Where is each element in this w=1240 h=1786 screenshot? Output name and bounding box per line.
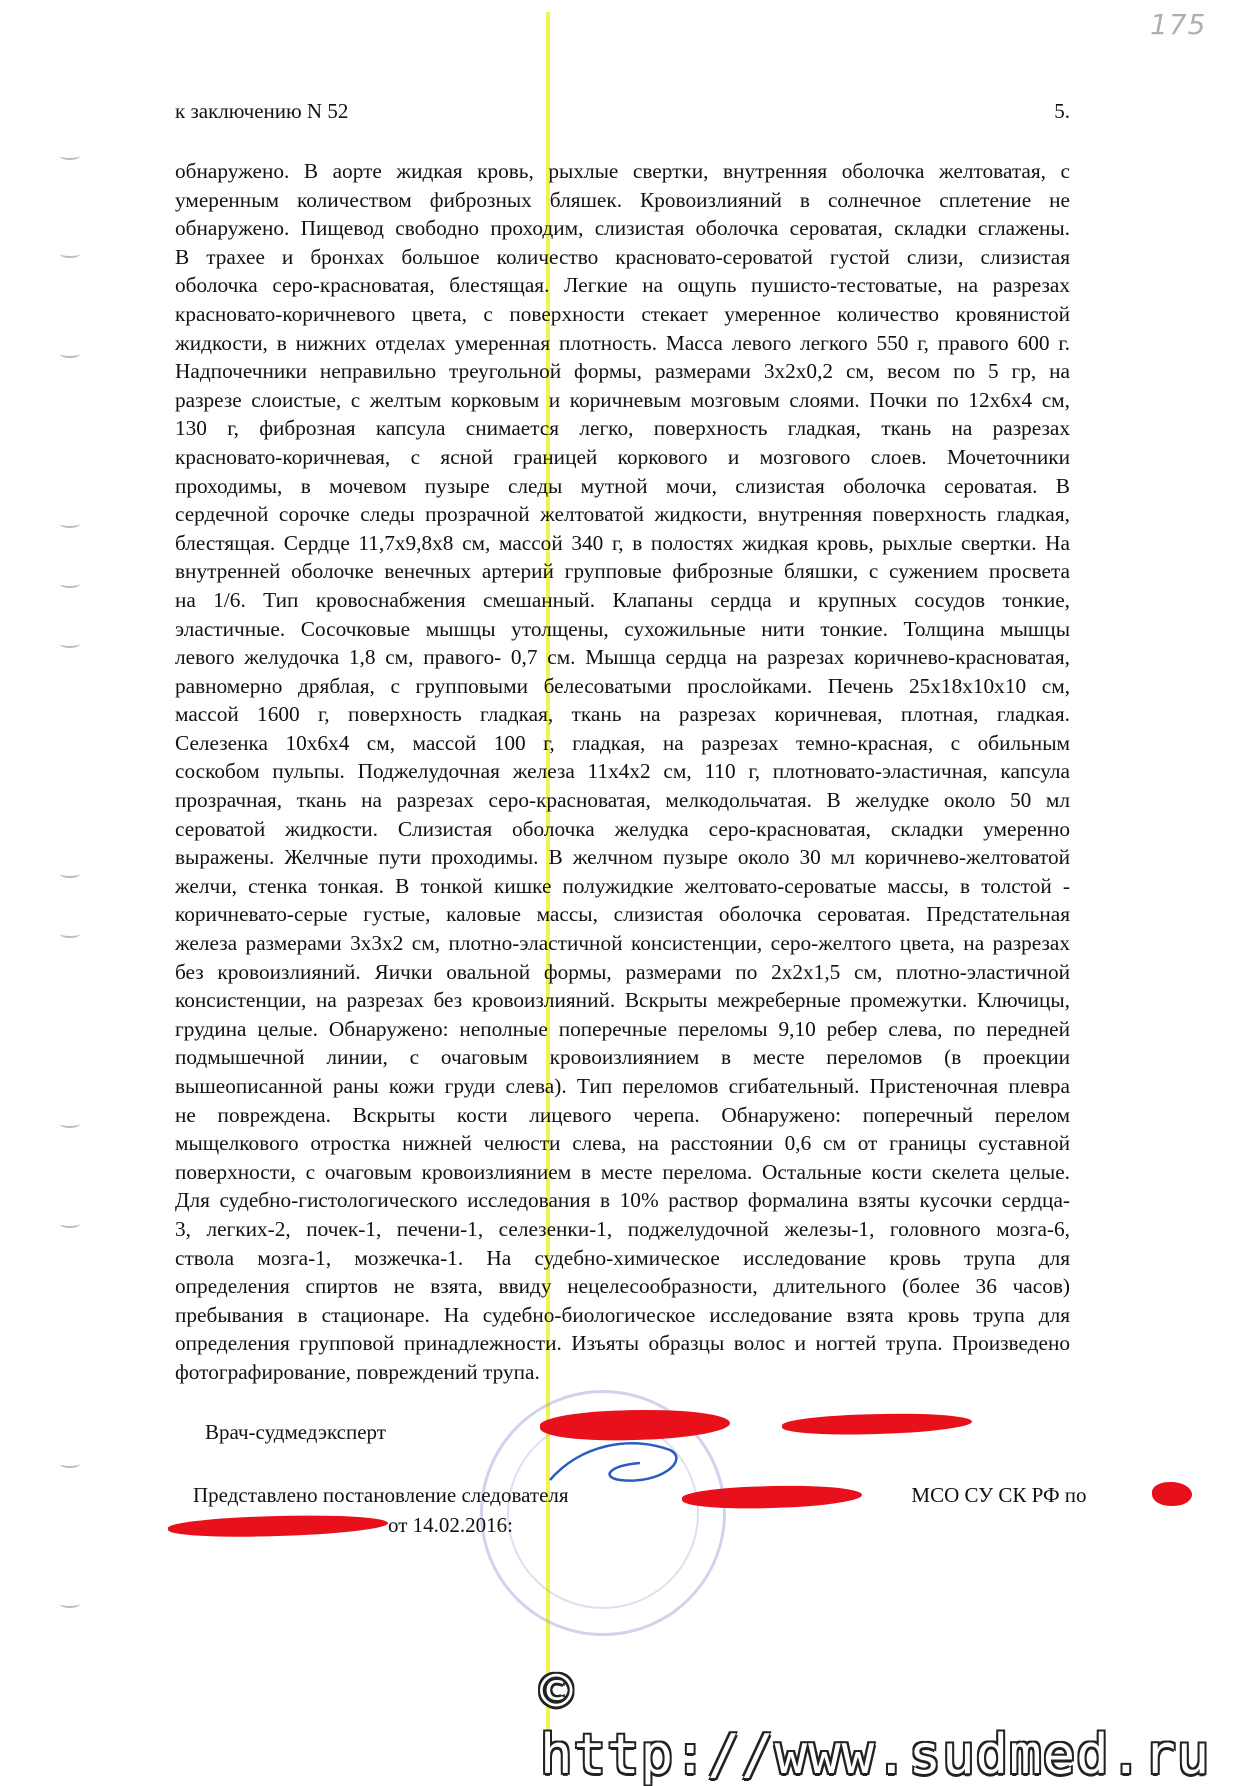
- margin-tick: [60, 152, 80, 160]
- body-line: вышеописанной раны кожи груди слева). Тип переломов сгибательный. Пристеночная плевра: [175, 1074, 1070, 1098]
- signature-line: [205, 1420, 386, 1445]
- body-line: на 1/6. Тип кровоснабжения смешанный. Клапаны сердца и крупных сосудов тонкие,: [175, 587, 1070, 612]
- body-line: массой 1600 г, поверхность гладкая, ткань на разрезах коричневая, плотная, гладкая.: [175, 702, 1070, 727]
- body-line: обнаружено. В аорте жидкая кровь, рыхлые свертки, внутренняя оболочка желтоватая, с: [175, 159, 1070, 183]
- body-line: разрезе слоистые, с желтым корковым и коричневым мозговым слоями. Почки по 12х6х4 см,: [175, 387, 1070, 412]
- document-header: [175, 99, 1070, 124]
- body-line: проходимы, в мочевом пузыре следы мутной мочи, слизистая оболочка сероватая. В: [175, 473, 1070, 498]
- body-line: эластичные. Сосочковые мышцы утолщены, сухожильные нити тонкие. Толщина мышцы: [175, 616, 1070, 641]
- body-line: определения спиртов не взята, ввиду нецелесообразности, длительного (более 36 часов): [175, 1274, 1070, 1299]
- body-line: 130 г, фиброзная капсула снимается легко, поверхность гладкая, ткань на разрезах: [175, 416, 1070, 441]
- handwritten-page-number: 175: [1150, 8, 1207, 41]
- body-line: выражены. Желчные пути проходимы. В желчном пузыре около 30 мл коричнево-желтоватой: [175, 845, 1070, 870]
- body-line: равномерно дряблая, с групповыми белесоватыми прослойками. Печень 25х18х10х10 см,: [175, 673, 1070, 698]
- autopsy-report-body: [175, 157, 1070, 1387]
- page-number: 5.: [1054, 99, 1070, 123]
- site-watermark: © http://www.sudmed.ru: [540, 1660, 1211, 1786]
- body-line: красновато-коричневая, с ясной границей коркового и мозгового слоев. Мочеточники: [175, 444, 1070, 469]
- body-line: поверхности, с очаговым кровоизлиянием в месте перелома. Остальные кости скелета целые.: [175, 1159, 1070, 1184]
- body-line: сероватой жидкости. Слизистая оболочка желудка серо-красноватая, складки умеренно: [175, 816, 1070, 841]
- body-line: умеренным количеством фиброзных бляшек. Кровоизлияний в солнечное сплетение не: [175, 187, 1070, 212]
- body-line: консистенции, на разрезах без кровоизлияний. Вскрыты межреберные промежутки. Ключицы,: [175, 988, 1070, 1013]
- body-line: прозрачная, ткань на разрезах серо-красноватая, мелкодольчатая. В желудке около 50 мл: [175, 788, 1070, 813]
- margin-tick: [60, 640, 80, 648]
- body-line: не повреждена. Вскрыты кости лицевого черепа. Обнаружено: поперечный перелом: [175, 1102, 1070, 1127]
- body-line: блестящая. Сердце 11,7х9,8х8 см, массой 340 г, в полостях жидкая кровь, рыхлые свертки. На: [175, 530, 1070, 555]
- margin-tick: [60, 1120, 80, 1128]
- margin-tick: [60, 930, 80, 938]
- margin-tick: [60, 350, 80, 358]
- body-line: 3, легких-2, почек-1, печени-1, селезенки-1, поджелудочной железы-1, головного мозга-6,: [175, 1216, 1070, 1241]
- body-line: Надпочечники неправильно треугольной формы, размерами 3х2х0,2 см, весом по 5 гр, на: [175, 359, 1070, 384]
- presented-date: от 14.02.2016:: [388, 1513, 513, 1537]
- redacted-name: [782, 1411, 973, 1438]
- body-line: мыщелкового отростка нижней челюсти слева, на расстоянии 0,6 см от границы суставной: [175, 1131, 1070, 1156]
- body-line: красновато-коричневого цвета, с поверхности стекает умеренное количество кровянистой: [175, 301, 1070, 326]
- margin-tick: [60, 1460, 80, 1468]
- body-line: соскобом пульпы. Поджелудочная железа 11х4х2 см, 110 г, плотновато-эластичная, капсула: [175, 759, 1070, 784]
- body-line: сердечной сорочке следы прозрачной желтоватой жидкости, внутренняя поверхность гладкая,: [175, 502, 1070, 527]
- body-line: без кровоизлияний. Яички овальной формы, размерами по 2х2х1,5 см, плотно-эластичной: [175, 959, 1070, 984]
- body-line: внутренней оболочке венечных артерий групповые фиброзные бляшки, с сужением просвета: [175, 559, 1070, 584]
- body-line: обнаружено. Пищевод свободно проходим, слизистая оболочка сероватая, складки сглажены.: [175, 216, 1070, 241]
- body-line: фотографирование, повреждений трупа.: [175, 1359, 540, 1384]
- margin-tick: [60, 520, 80, 528]
- body-line: определения групповой принадлежности. Изъяты образцы волос и ногтей трупа. Произведено: [175, 1331, 1070, 1356]
- margin-tick: [60, 580, 80, 588]
- body-line: желчи, стенка тонкая. В тонкой кишке полужидкие желтовато-сероватые массы, в толстой -: [175, 873, 1070, 898]
- body-line: жидкости, в нижних отделах умеренная плотность. Масса левого легкого 550 г, правого 600 г.: [175, 330, 1070, 355]
- margin-tick: [60, 250, 80, 258]
- body-line: Для судебно-гистологического исследования в 10% раствор формалина взяты кусочки сердца-: [175, 1188, 1070, 1213]
- body-line: оболочка серо-красноватая, блестящая. Легкие на ощупь пушисто-тестоватые, на разрезах: [175, 273, 1070, 298]
- body-line: коричневато-серые густые, каловые массы, слизистая оболочка сероватая. Предстательная: [175, 902, 1070, 927]
- body-line: пребывания в стационаре. На судебно-биологическое исследование взята кровь трупа для: [175, 1302, 1070, 1327]
- presented-text-2: МСО СУ СК РФ по: [911, 1483, 1087, 1507]
- body-line: В трахее и бронхах большое количество красновато-сероватой густой слизи, слизистая: [175, 244, 1070, 269]
- signature-role: Врач-судмедэксперт: [205, 1420, 386, 1444]
- margin-tick: [60, 870, 80, 878]
- body-line: грудина целые. Обнаружено: неполные поперечные переломы 9,10 ребер слева, по передней: [175, 1016, 1070, 1041]
- body-line: Селезенка 10х6х4 см, массой 100 г, гладкая, на разрезах темно-красная, с обильным: [175, 730, 1070, 755]
- body-line: ствола мозга-1, мозжечка-1. На судебно-химическое исследование кровь трупа для: [175, 1245, 1070, 1270]
- header-reference: к заключению N 52: [175, 99, 349, 123]
- presented-text-1: Представлено постановление следователя: [193, 1483, 569, 1507]
- body-line: подмышечной линии, с очаговым кровоизлиянием в месте переломов (в проекции: [175, 1045, 1070, 1070]
- body-line: левого желудочка 1,8 см, правого- 0,7 см. Мышца сердца на разрезах коричнево-красноватая,: [175, 645, 1070, 670]
- body-line: железа размерами 3х3х2 см, плотно-эластичной консистенции, серо-желтого цвета, на разрезах: [175, 931, 1070, 956]
- margin-tick: [60, 1600, 80, 1608]
- margin-tick: [60, 1220, 80, 1228]
